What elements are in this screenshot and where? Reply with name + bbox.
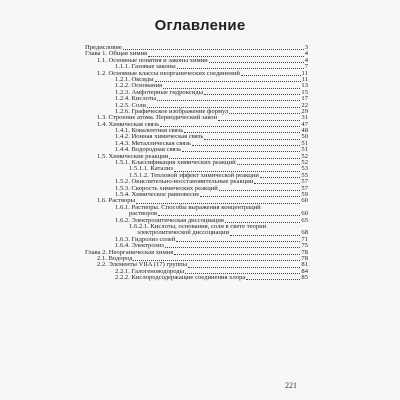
toc-entry-page: 60 — [301, 197, 308, 205]
dot-leader — [254, 183, 300, 184]
toc-entry-title: 1.6.1. Растворы. Способы выражения концентраций — [115, 203, 261, 211]
toc-entry-page: 7 — [304, 63, 308, 71]
toc-entry-page: 52 — [301, 152, 308, 160]
table-of-contents — [85, 45, 308, 281]
toc-entry-page: 51 — [301, 146, 308, 154]
dot-leader — [229, 113, 300, 114]
toc-entry-title: 1.2.2. Основания — [115, 82, 163, 90]
toc-entry-page: 75 — [301, 242, 308, 250]
page-title: Оглавление — [154, 17, 246, 34]
dot-leader — [157, 100, 300, 101]
dot-leader — [237, 164, 301, 165]
dot-leader — [241, 75, 301, 76]
toc-entry-title-continued: растворов — [129, 210, 158, 218]
dot-leader — [246, 279, 300, 280]
toc-entry-title: Предисловие — [85, 43, 122, 51]
toc-entry-page: 47 — [301, 120, 308, 128]
toc-entry-page: 31 — [301, 114, 308, 122]
toc-entry — [85, 275, 308, 281]
toc-entry-page: 65 — [301, 216, 308, 224]
dot-leader — [218, 120, 300, 121]
toc-entry-title: Глава 1. Общая химия — [85, 50, 148, 58]
toc-entry-page: 71 — [301, 235, 308, 243]
dot-leader — [192, 145, 301, 146]
dot-leader — [155, 81, 301, 82]
dot-leader — [174, 254, 300, 255]
toc-entry — [85, 205, 308, 218]
toc-entry-page: 52 — [301, 159, 308, 167]
toc-entry-title: Глава 2. Неорганическая химия — [85, 248, 174, 256]
toc-entry-page: 68 — [301, 229, 308, 237]
toc-entry-title: 1.2. Основные классы неорганических соединений — [97, 69, 240, 77]
toc-entry-page: 84 — [301, 267, 308, 275]
dot-leader — [200, 196, 300, 197]
toc-entry-title: 1.5.1. Классификация химических реакций — [115, 159, 236, 167]
toc-entry-page: 85 — [301, 274, 308, 282]
dot-leader — [204, 139, 300, 140]
toc-entry-title: 1.2.6. Графическое изображение формул — [115, 107, 229, 115]
toc-entry-page: 78 — [301, 248, 308, 256]
toc-entry — [85, 224, 308, 237]
page-number: 221 — [285, 381, 297, 390]
toc-entry-page: 78 — [301, 254, 308, 262]
dot-leader — [260, 177, 301, 178]
toc-entry-page: 57 — [301, 184, 308, 192]
dot-leader — [230, 235, 300, 236]
toc-entry-title: 2.2.1. Галогеноводороды — [115, 267, 185, 275]
toc-entry-page: 57 — [301, 178, 308, 186]
toc-entry-page: 29 — [301, 107, 308, 115]
toc-entry-title: 1.3. Строение атома. Периодический закон — [97, 114, 218, 122]
dot-leader — [182, 151, 300, 152]
toc-entry-title: 1.4.4. Водородная связь — [115, 146, 182, 154]
dot-leader — [219, 190, 301, 191]
toc-entry-page: 11 — [301, 69, 308, 77]
dot-leader — [204, 94, 300, 95]
toc-entry-page: 55 — [301, 171, 308, 179]
toc-entry-title: 1.6.2.1. Кислоты, основания, соли в свете теории — [129, 222, 267, 230]
toc-entry-page: 4 — [304, 50, 308, 58]
toc-entry-title: 1.2.1. Оксиды — [115, 75, 154, 83]
toc-entry-title: 1.4.1. Ковалентная связь — [115, 127, 184, 135]
dot-leader — [123, 49, 304, 50]
toc-entry-title: 1.6. Растворы — [97, 197, 136, 205]
toc-entry-page: 51 — [301, 139, 308, 147]
toc-entry-page: 11 — [301, 75, 308, 83]
dot-leader — [165, 247, 300, 248]
toc-entry-title: 2.2. Элементы VIIA (17) группы — [97, 261, 188, 269]
toc-entry-page: 60 — [301, 210, 308, 218]
toc-entry-title: 1.5.3. Скорость химических реакций — [115, 184, 218, 192]
toc-entry-page: 15 — [301, 88, 308, 96]
toc-entry-title: 1.5.2. Окислительно-восстановительные реакции — [115, 178, 254, 186]
toc-entry-page: 48 — [301, 127, 308, 135]
toc-entry-title: 1.5.1.2. Тепловой эффект химической реакции — [129, 171, 259, 179]
dot-leader — [209, 62, 304, 63]
toc-entry-page: 81 — [301, 261, 308, 269]
toc-entry-title: 1.6.3. Гидролиз солей — [115, 235, 176, 243]
toc-entry-page: 22 — [301, 101, 308, 109]
toc-entry-title: 1.1. Основные понятия и законы химии — [97, 56, 208, 64]
toc-entry-page: 13 — [301, 82, 308, 90]
toc-entry-title: 1.5. Химические реакции — [97, 152, 169, 160]
toc-entry-page: 59 — [301, 190, 308, 198]
toc-entry-title: 1.4. Химическая связь — [97, 120, 160, 128]
toc-entry-title: 2.2.2. Кислородсодержащие соединения хлора — [115, 274, 246, 282]
toc-entry-page: 4 — [304, 56, 308, 64]
toc-entry-title: 1.1.1. Газовые законы — [115, 63, 176, 71]
toc-entry-title: 1.4.2. Ионная химическая связь — [115, 133, 204, 141]
dot-leader — [176, 241, 300, 242]
toc-entry-title: 1.6.4. Электролиз — [115, 242, 164, 250]
toc-entry-title: 1.5.4. Химическое равновесие — [115, 190, 200, 198]
toc-entry-title: 1.6.2. Электролитическая диссоциация — [115, 216, 224, 224]
toc-entry-page: 53 — [301, 165, 308, 173]
toc-entry-title: 1.5.1.1. Катализ — [129, 165, 173, 173]
dot-leader — [188, 267, 300, 268]
toc-entry-title: 2.1. Водород — [97, 254, 133, 262]
toc-entry-title: 1.2.3. Амфотерные гидроксиды — [115, 88, 204, 96]
toc-entry-title: 1.4.3. Металлическая связь — [115, 139, 191, 147]
toc-entry-page: 50 — [301, 133, 308, 141]
toc-entry-page: 17 — [301, 95, 308, 103]
toc-entry-title: 1.2.4. Кислоты — [115, 95, 157, 103]
toc-entry-title-continued: электролитической диссоциации — [137, 229, 230, 237]
toc-entry-title: 1.2.5. Соли — [115, 101, 146, 109]
toc-entry-page: 3 — [304, 43, 308, 51]
